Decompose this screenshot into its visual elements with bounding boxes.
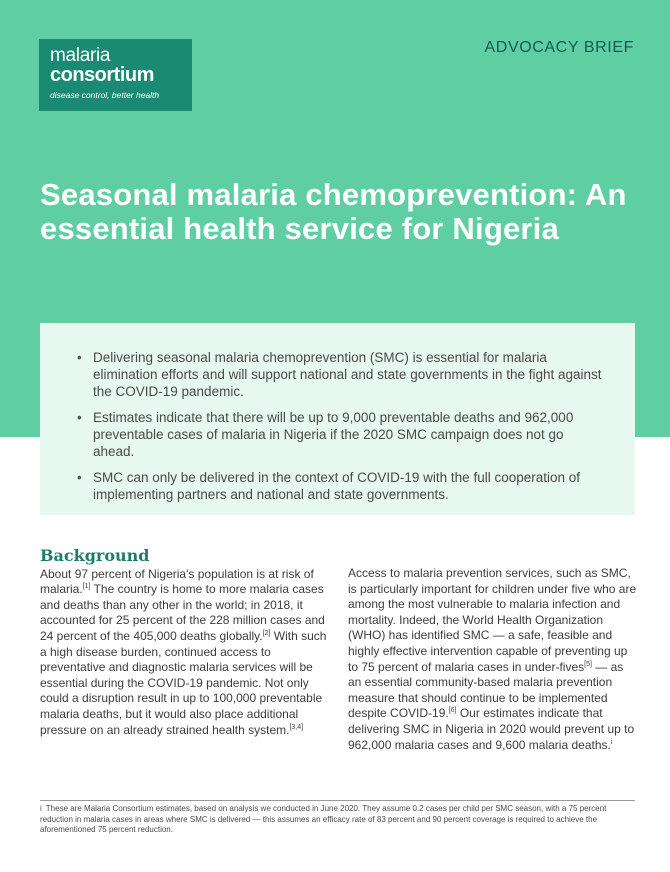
footnote-marker: i (40, 804, 42, 813)
key-points-list (40, 323, 635, 503)
footnote (40, 800, 635, 836)
page-title: Seasonal malaria chemoprevention: An essential health service for Nigeria (40, 177, 627, 246)
reference-5: [5] (584, 660, 592, 668)
logo-tagline: disease control, better health (50, 90, 160, 100)
background-paragraph-1: About 97 percent of Nigeria's population is at risk of malaria.[1] The country is home to more malaria cases and deaths than any other in the world; in 2018, it accounted for 25 percent of the 228 million cases and 24 percent of the 405,000 deaths globally.[2] With such a high disease burden, continued access to preventative and diagnostic malaria services will be essential during the COVID-19 pandemic. Not only could a disruption result in up to 100,000 preventable malaria deaths, but it would also place additional pressure on an already strained health system.[3,4] (40, 566, 327, 737)
document-type-label: ADVOCACY BRIEF (484, 39, 634, 56)
reference-6: [6] (448, 707, 457, 715)
key-point-text: SMC can only be delivered in the context of COVID-19 with the full cooperation of implementing partners and national and state governments. (93, 470, 581, 502)
background-column-left (40, 548, 330, 738)
bullet-icon: • (77, 350, 82, 365)
reference-1: [1] (82, 583, 91, 591)
background-column-right (348, 566, 638, 753)
key-point-text: Estimates indicate that there will be up to 9,000 preventable deaths and 962,000 preventable cases of malaria in Nigeria if the 2020 SMC campaign does not go ahead. (93, 410, 574, 459)
key-point-1 (77, 349, 605, 400)
bullet-icon: • (77, 410, 82, 425)
malaria-consortium-logo (39, 39, 192, 111)
key-points-box (40, 323, 635, 515)
section-heading-background: Background (40, 546, 150, 565)
footnote-text: These are Malaria Consortium estimates, based on analysis we conducted in June 2020. They assume 0.2 cases per child per SMC season, with a 75 percent reduction in malaria cases in areas where SMC is delivered — this assumes an efficacy rate of 83 percent and 90 percent coverage is required to achieve the aforementioned 75 percent reduction. (40, 804, 607, 835)
logo-line-1: malaria (50, 45, 111, 66)
reference-3-4: [3,4] (289, 723, 304, 731)
reference-2: [2] (262, 629, 271, 637)
key-point-text: Delivering seasonal malaria chemoprevention (SMC) is essential for malaria elimination efforts and will support national and state governments in the fight against the COVID-19 pandemic. (93, 350, 602, 399)
key-point-2 (77, 409, 605, 460)
footnote-ref-i: i (610, 738, 613, 746)
logo-line-2: consortium (50, 64, 154, 86)
key-point-3 (77, 469, 605, 503)
background-paragraph-2: Access to malaria prevention services, such as SMC, is particularly important for children under five who are among the most vulnerable to malaria infection and mortality. Indeed, the World Health Organization (WHO) has identified SMC — a safe, feasible and highly effective intervention capable of preventing up to 75 percent of malaria cases in under-fives[5] — as an essential community-based malaria prevention measure that should continue to be implemented despite COVID-19.[6] Our estimates indicate that delivering SMC in Nigeria in 2020 would prevent up to 962,000 malaria cases and 9,600 malaria deaths.$^i$ (348, 566, 637, 752)
bullet-icon: • (77, 470, 82, 485)
